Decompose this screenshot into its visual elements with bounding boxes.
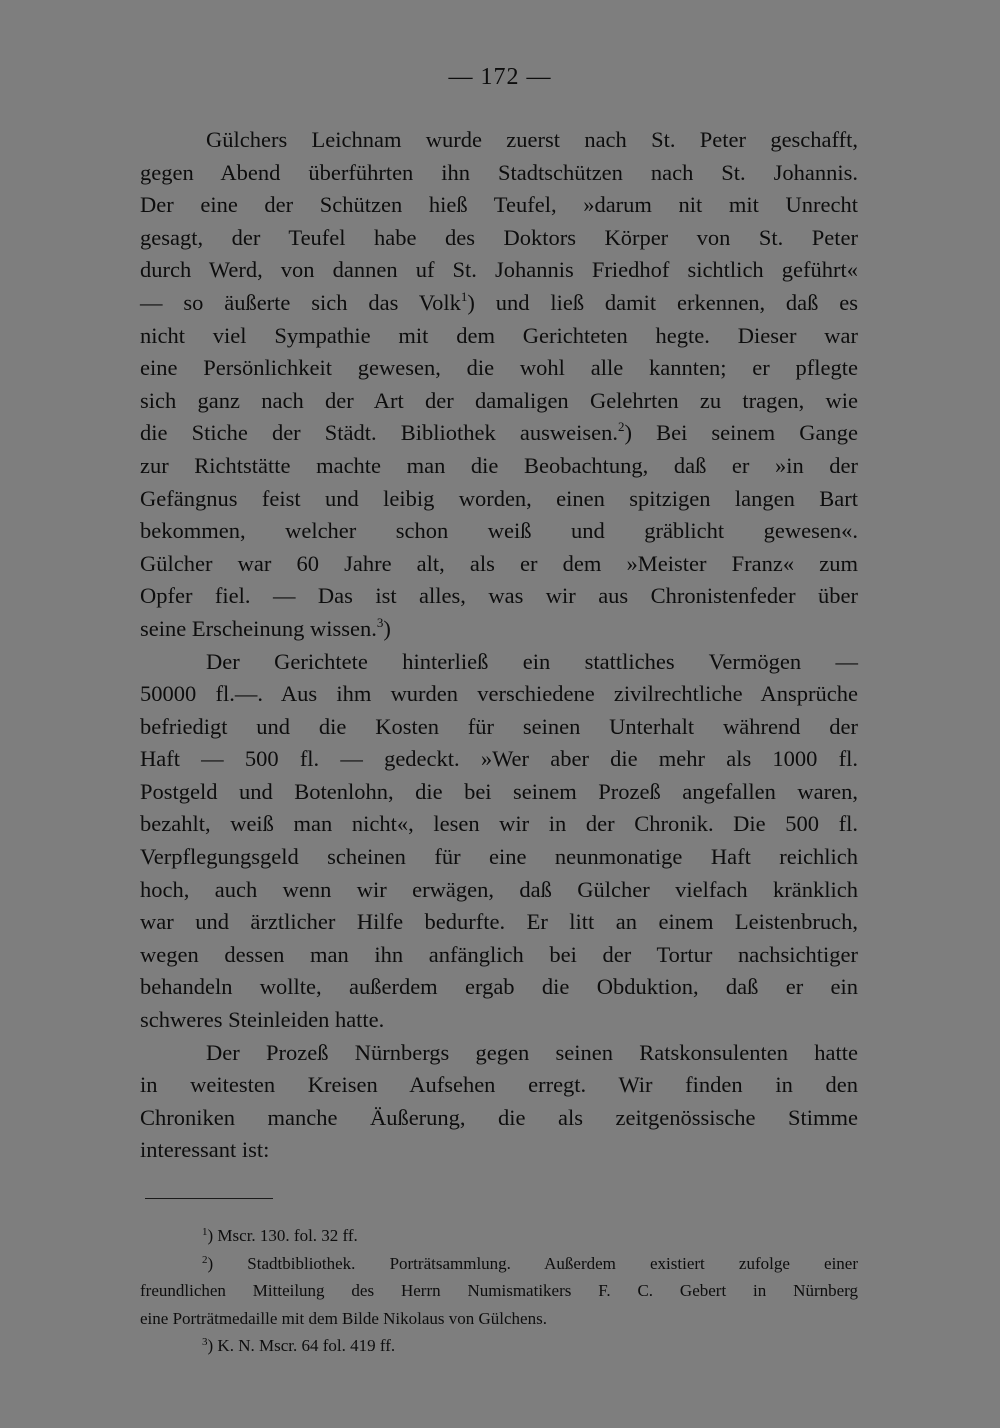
footnote xyxy=(140,1222,858,1250)
footnote xyxy=(140,1250,858,1333)
text-line: behandeln wollte, außerdem ergab die Obduktion, daß er ein xyxy=(140,974,858,1000)
paragraph xyxy=(140,646,858,1037)
text-line xyxy=(140,613,858,646)
footnote-marker: 1 xyxy=(202,1226,208,1238)
footnote-line xyxy=(140,1250,858,1278)
footnote-line: freundlichen Mitteilung des Herrn Numismatikers F. C. Gebert in Nürnberg xyxy=(140,1281,858,1300)
text-line: schweres Steinleiden hatte. xyxy=(140,1007,385,1033)
text-line: Der Prozeß Nürnbergs gegen seinen Ratskonsulenten hatte xyxy=(206,1039,858,1065)
text-line: zur Richtstätte machte man die Beobachtung, daß er »in der xyxy=(140,452,858,478)
text-line: Haft — 500 fl. — gedeckt. »Wer aber die mehr als 1000 fl. xyxy=(140,746,858,772)
footnote-line xyxy=(140,1332,858,1360)
text-segment: ) Bei seinem Gange xyxy=(624,420,858,446)
text-line: Postgeld und Botenlohn, die bei seinem Prozeß angefallen waren, xyxy=(140,778,858,804)
text-line: 50000 fl.—. Aus ihm wurden verschiedene zivilrechtliche Ansprüche xyxy=(140,681,858,707)
footnotes xyxy=(140,1222,858,1360)
text-line: eine Persönlichkeit gewesen, die wohl alle kannten; er pflegte xyxy=(140,355,858,381)
text-line: Gülchers Leichnam wurde zuerst nach St. Peter geschafft, xyxy=(206,127,858,152)
paragraph xyxy=(140,1037,858,1167)
text-line: Gefängnus feist und leibig worden, einen spitzigen langen Bart xyxy=(140,485,858,511)
text-line xyxy=(140,287,858,320)
text-segment: ) Mscr. 130. fol. 32 ff. xyxy=(207,1226,358,1245)
text-line: durch Werd, von dannen uf St. Johannis Friedhof sichtlich geführt« xyxy=(140,257,858,283)
footnote xyxy=(140,1332,858,1360)
text-line: hoch, auch wenn wir erwägen, daß Gülcher vielfach kränklich xyxy=(140,876,858,902)
text-line: Opfer fiel. — Das ist alles, was wir aus Chronistenfeder über xyxy=(140,583,858,609)
text-line: befriedigt und die Kosten für seinen Unterhalt während der xyxy=(140,713,858,739)
footnote-line: eine Porträtmedaille mit dem Bilde Nikolaus von Gülchens. xyxy=(140,1308,547,1328)
text-line: war und ärztlicher Hilfe bedurfte. Er litt an einem Leistenbruch, xyxy=(140,909,858,935)
text-segment: ) Stadtbibliothek. Porträtsammlung. Außerdem existiert zufolge einer xyxy=(207,1253,858,1273)
text-line: bezahlt, weiß man nicht«, lesen wir in der Chronik. Die 500 fl. xyxy=(140,811,858,837)
text-line: sich ganz nach der Art der damaligen Gelehrten zu tragen, wie xyxy=(140,387,858,413)
text-line: gesagt, der Teufel habe des Doktors Körper von St. Peter xyxy=(140,224,858,250)
text-segment: seine Erscheinung wissen. xyxy=(140,615,377,641)
text-segment: ) und ließ damit erkennen, daß es xyxy=(467,289,859,315)
text-line: interessant ist: xyxy=(140,1137,270,1163)
text-line: bekommen, welcher schon weiß und gräblicht gewesen«. xyxy=(140,518,858,544)
footnote-ref: 3 xyxy=(376,614,384,630)
page-number: — 172 — xyxy=(448,64,552,90)
footnote-marker: 3 xyxy=(202,1336,208,1348)
text-segment: ) xyxy=(383,615,391,641)
text-line: Verpflegungsgeld scheinen für eine neunmonatige Haft reichlich xyxy=(140,844,858,870)
text-line: Chroniken manche Äußerung, die als zeitgenössische Stimme xyxy=(140,1104,858,1130)
text-segment: — so äußerte sich das Volk xyxy=(140,289,461,315)
text-line: wegen dessen man ihn anfänglich bei der Tortur nachsichtiger xyxy=(140,941,858,967)
text-segment: die Stiche der Städt. Bibliothek ausweisen. xyxy=(140,420,618,446)
text-line: gegen Abend überführten ihn Stadtschützen nach St. Johannis. xyxy=(140,159,858,185)
text-line: Der eine der Schützen hieß Teufel, »darum nit mit Unrecht xyxy=(140,192,858,218)
footnote-ref: 2 xyxy=(617,419,625,435)
text-line: in weitesten Kreisen Aufsehen erregt. Wir finden in den xyxy=(140,1072,858,1098)
footnote-marker: 2 xyxy=(202,1253,208,1266)
paragraph xyxy=(140,124,858,646)
footnote-ref: 1 xyxy=(460,288,468,304)
footnote-divider xyxy=(145,1198,273,1199)
text-line xyxy=(140,417,858,450)
text-segment: ) K. N. Mscr. 64 fol. 419 ff. xyxy=(207,1336,396,1355)
text-line: Gülcher war 60 Jahre alt, als er dem »Meister Franz« zum xyxy=(140,550,858,576)
body-text xyxy=(140,124,858,1167)
text-line: Der Gerichtete hinterließ ein stattliches Vermögen — xyxy=(206,648,858,674)
text-line: nicht viel Sympathie mit dem Gerichteten hegte. Dieser war xyxy=(140,322,858,348)
footnote-line xyxy=(140,1222,858,1250)
